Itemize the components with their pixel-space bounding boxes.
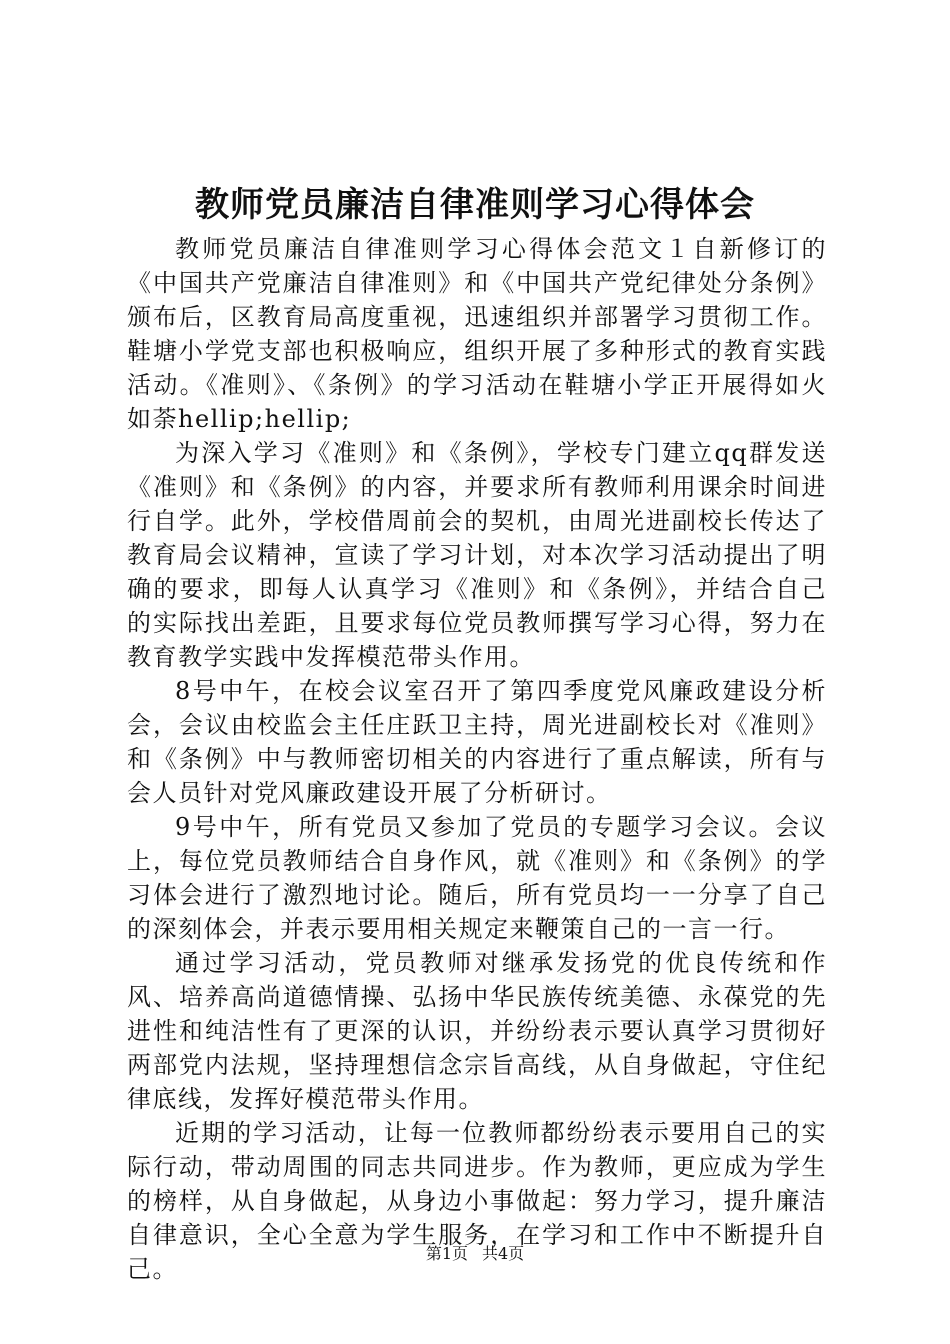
- paragraph-2: 为深入学习《准则》和《条例》，学校专门建立qq群发送《准则》和《条例》的内容，并要求所有教师利用课余时间进行自学。此外，学校借周前会的契机，由周光进副校长传达了教育局会议精神，宣读了学习计划，对本次学习活动提出了明确的要求，即每人认真学习《准则》和《条例》，并结合自己的实际找出差距，且要求每位党员教师撰写学习心得，努力在教育教学实践中发挥模范带头作用。: [127, 439, 827, 671]
- page-total: 共4页: [482, 1244, 525, 1263]
- paragraph-1: 教师党员廉洁自律准则学习心得体会范文１自新修订的《中国共产党廉洁自律准则》和《中国共产党纪律处分条例》颁布后，区教育局高度重视，迅速组织并部署学习贯彻工作。鞋塘小学党支部也积极响应，组织开展了多种形式的教育实践活动。《准则》、《条例》的学习活动在鞋塘小学正开展得如火如荼hellip;hellip;: [127, 235, 827, 433]
- document-body: [127, 232, 827, 1286]
- paragraph-3: 8号中午，在校会议室召开了第四季度党风廉政建设分析会，会议由校监会主任庄跃卫主持，周光进副校长对《准则》和《条例》中与教师密切相关的内容进行了重点解读，所有与会人员针对党风廉政建设开展了分析研讨。: [127, 677, 827, 807]
- document-title: 教师党员廉洁自律准则学习心得体会: [195, 185, 755, 225]
- page-number: 第1页: [425, 1244, 468, 1263]
- page-footer: [0, 1242, 950, 1266]
- paragraph-5: 通过学习活动，党员教师对继承发扬党的优良传统和作风、培养高尚道德情操、弘扬中华民族传统美德、永葆党的先进性和纯洁性有了更深的认识，并纷纷表示要认真学习贯彻好两部党内法规，坚持理想信念宗旨高线，从自身做起，守住纪律底线，发挥好模范带头作用。: [127, 949, 827, 1113]
- paragraph-6: 近期的学习活动，让每一位教师都纷纷表示要用自己的实际行动，带动周围的同志共同进步。作为教师，更应成为学生的榜样，从自身做起，从身边小事做起：努力学习，提升廉洁自律意识，全心全意为学生服务，在学习和工作中不断提升自己。: [127, 1119, 827, 1283]
- paragraph-4: 9号中午，所有党员又参加了党员的专题学习会议。会议上，每位党员教师结合自身作风，就《准则》和《条例》的学习体会进行了激烈地讨论。随后，所有党员均一一分享了自己的深刻体会，并表示要用相关规定来鞭策自己的一言一行。: [127, 813, 827, 943]
